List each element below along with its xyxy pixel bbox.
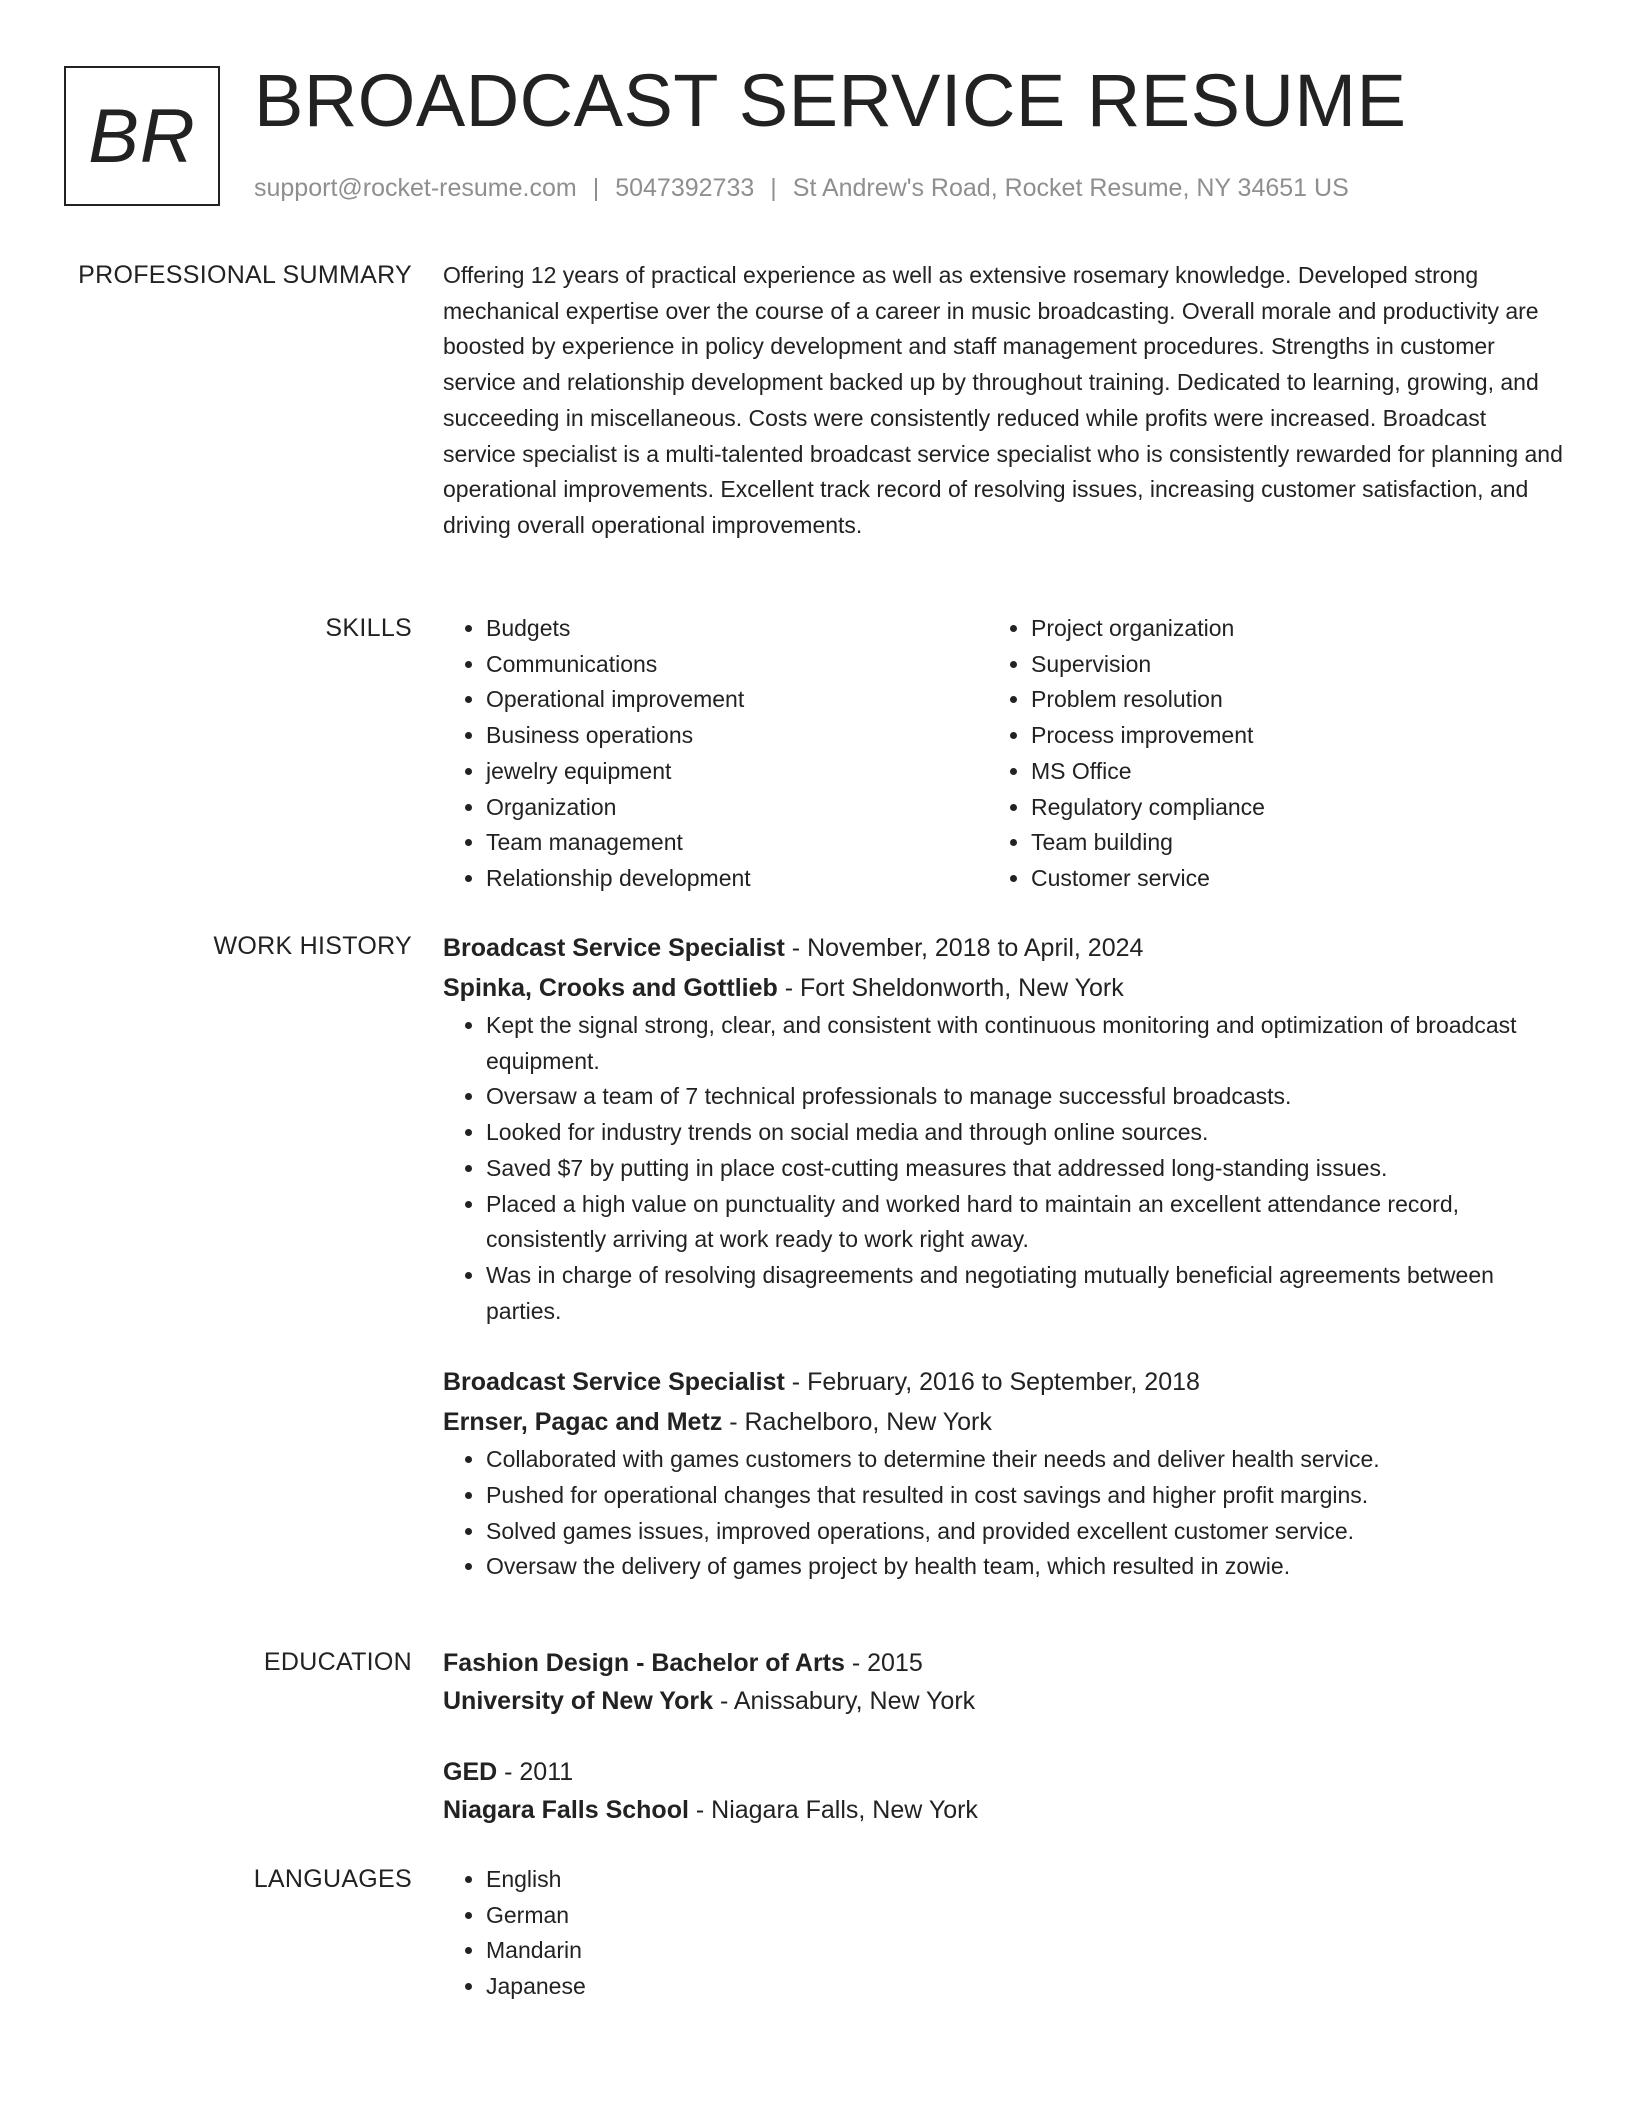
education-degree-line: [443, 1645, 1563, 1683]
job-company-line: [443, 969, 1563, 1009]
skill-item: • MS Office: [1031, 754, 1533, 790]
job-company-line: [443, 1403, 1563, 1443]
education-degree: Fashion Design - Bachelor of Arts: [443, 1649, 845, 1677]
job-company: Spinka, Crooks and Gottlieb: [443, 973, 778, 1002]
job-entry: [443, 1363, 1563, 1585]
summary-text: Offering 12 years of practical experience as well as extensive rosemary knowledge. Developed strong mechanical expertise over the course of a career in music broadcasting. Overall morale and productivity are boosted by experience in policy development and staff management procedures. Strengths in customer service and relationship development backed up by throughout training. Dedicated to learning, growing, and succeeding in miscellaneous. Costs were consistently reduced while profits were increased. Broadcast service specialist is a multi-talented broadcast service specialist who is consistently rewarded for planning and operational improvements. Excellent track record of resolving issues, increasing customer satisfaction, and driving overall operational improvements.: [443, 262, 1563, 538]
skill-item: • Communications: [486, 647, 988, 683]
work-history-body: [443, 929, 1563, 1585]
skills-heading: SKILLS: [325, 614, 412, 642]
skill-item: • Process improvement: [1031, 718, 1533, 754]
contact-email[interactable]: support@rocket-resume.com: [254, 174, 577, 202]
job-duty: • Oversaw the delivery of games project by health team, which resulted in zowie.: [486, 1549, 1563, 1585]
contact-separator: |: [770, 174, 777, 202]
language-item: • Japanese: [486, 1969, 1563, 2005]
skills-list-left: [443, 611, 988, 897]
skill-item: • Problem resolution: [1031, 682, 1533, 718]
summary-heading: PROFESSIONAL SUMMARY: [78, 261, 412, 289]
job-duty: • Placed a high value on punctuality and worked hard to maintain an excellent attendance record, consistently arriving at work ready to work right away.: [486, 1187, 1563, 1258]
resume-title: BROADCAST SERVICE RESUME: [254, 59, 1407, 142]
job-company: Ernser, Pagac and Metz: [443, 1407, 723, 1436]
contact-line: [254, 172, 1349, 204]
job-duties-list: [443, 1008, 1563, 1329]
job-dates: - November, 2018 to April, 2024: [784, 934, 1144, 962]
contact-phone[interactable]: 5047392733: [615, 174, 755, 202]
job-title: Broadcast Service Specialist: [443, 1368, 785, 1397]
education-location: - Anissabury, New York: [713, 1686, 976, 1715]
education-school: Niagara Falls School: [443, 1795, 689, 1824]
job-entry: [443, 929, 1563, 1329]
monogram-logo: BR: [64, 66, 220, 206]
education-degree: GED: [443, 1758, 498, 1786]
job-duty: • Oversaw a team of 7 technical professionals to manage successful broadcasts.: [486, 1079, 1563, 1115]
education-degree-line: [443, 1754, 1563, 1792]
skill-item: • Supervision: [1031, 647, 1533, 683]
skill-item: • Relationship development: [486, 861, 988, 897]
contact-separator: |: [592, 174, 600, 202]
contact-address: St Andrew's Road, Rocket Resume, NY 34651 US: [792, 174, 1349, 202]
job-duty: • Kept the signal strong, clear, and consistent with continuous monitoring and optimization of broadcast equipment.: [486, 1008, 1563, 1079]
job-duty: • Looked for industry trends on social media and through online sources.: [486, 1115, 1563, 1151]
education-school-line: [443, 1683, 1563, 1721]
job-title-line: [443, 1363, 1563, 1403]
skill-item: • Organization: [486, 790, 988, 826]
job-duty: • Pushed for operational changes that resulted in cost savings and higher profit margins.: [486, 1478, 1563, 1514]
skill-item: • Operational improvement: [486, 682, 988, 718]
skills-body: [443, 611, 1563, 897]
language-item: • Mandarin: [486, 1933, 1563, 1969]
job-duties-list: [443, 1442, 1563, 1585]
skill-item: • Project organization: [1031, 611, 1533, 647]
skills-list-right: [988, 611, 1533, 897]
job-duty: • Was in charge of resolving disagreements and negotiating mutually beneficial agreements between parties.: [486, 1258, 1563, 1329]
education-entry: [443, 1645, 1563, 1720]
languages-list: [443, 1862, 1563, 2005]
education-school: University of New York: [443, 1686, 713, 1715]
skill-item: • Customer service: [1031, 861, 1533, 897]
skill-item: • Business operations: [486, 718, 988, 754]
skill-item: • Team management: [486, 825, 988, 861]
skill-item: • Budgets: [486, 611, 988, 647]
skill-item: • jewelry equipment: [486, 754, 988, 790]
education-heading: EDUCATION: [263, 1648, 412, 1676]
job-location: - Rachelboro, New York: [722, 1407, 992, 1436]
education-entry: [443, 1754, 1563, 1829]
education-school-line: [443, 1792, 1563, 1830]
job-duty: • Saved $7 by putting in place cost-cutting measures that addressed long-standing issues.: [486, 1151, 1563, 1187]
job-location: - Fort Sheldonworth, New York: [777, 973, 1124, 1002]
education-year: - 2011: [497, 1758, 574, 1786]
language-item: • German: [486, 1898, 1563, 1934]
language-item: • English: [486, 1862, 1563, 1898]
skill-item: • Team building: [1031, 825, 1533, 861]
job-dates: - February, 2016 to September, 2018: [784, 1368, 1200, 1397]
languages-body: [443, 1862, 1563, 2005]
job-title: Broadcast Service Specialist: [443, 934, 785, 962]
education-location: - Niagara Falls, New York: [688, 1795, 978, 1824]
education-year: - 2015: [844, 1649, 923, 1677]
job-duty: • Collaborated with games customers to determine their needs and deliver health service.: [486, 1442, 1563, 1478]
languages-heading: LANGUAGES: [253, 1865, 412, 1893]
education-body: [443, 1645, 1563, 1829]
work-history-heading: WORK HISTORY: [213, 932, 412, 960]
job-duty: • Solved games issues, improved operations, and provided excellent customer service.: [486, 1514, 1563, 1550]
summary-body: [443, 258, 1563, 544]
skill-item: • Regulatory compliance: [1031, 790, 1533, 826]
job-title-line: [443, 929, 1563, 969]
